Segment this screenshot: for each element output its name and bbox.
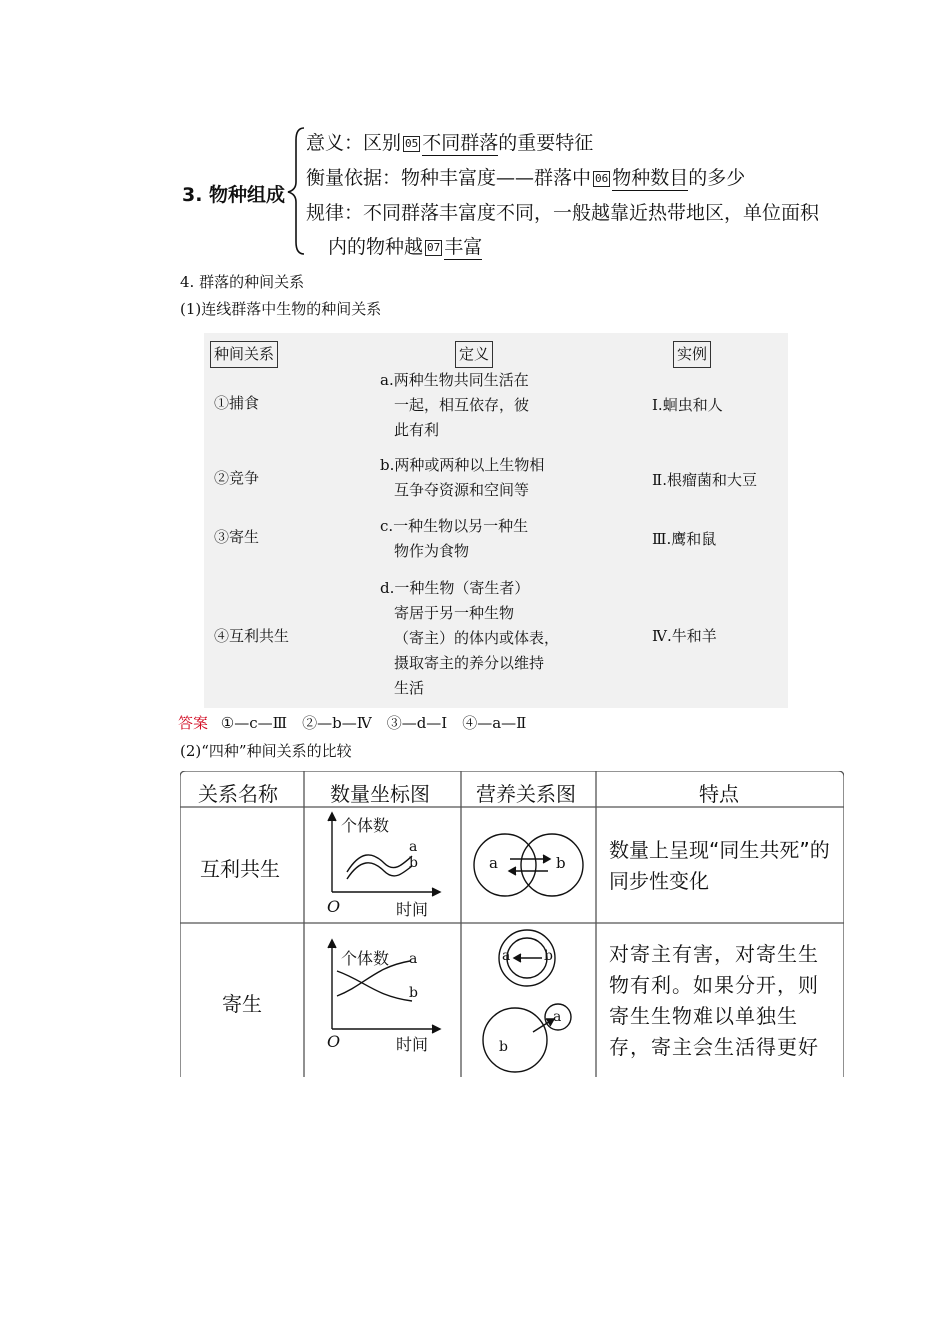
- header-example: 实例: [673, 341, 711, 368]
- curly-brace-icon: [286, 126, 308, 256]
- subsection1-title: (1)连线群落中生物的种间关系: [180, 300, 382, 318]
- meaning-answer: 不同群落: [422, 132, 499, 154]
- header-relation: 种间关系: [210, 341, 278, 368]
- section4-title: 4. 群落的种间关系: [180, 273, 305, 291]
- header-definition: 定义: [455, 341, 493, 368]
- example-item: Ⅳ.牛和羊: [652, 627, 717, 645]
- measure-line: [306, 163, 745, 190]
- example-item: Ⅱ.根瘤菌和大豆: [652, 471, 757, 489]
- nutrition-label-a: a: [553, 1009, 562, 1025]
- nutrition-label-b: b: [556, 854, 566, 872]
- graph-origin: O: [327, 1032, 341, 1051]
- rule-prefix: 内的物种越: [328, 236, 424, 258]
- curve-label-a: a: [409, 839, 418, 855]
- relation-item: ①捕食: [214, 394, 260, 412]
- meaning-line: [306, 128, 593, 155]
- rule-answer: 丰富: [444, 236, 483, 258]
- rule-line-2: [328, 232, 482, 259]
- nutrition-label-b: b: [544, 948, 553, 964]
- curve-label-b: b: [409, 985, 418, 1001]
- parasitism-nutrition-diagram: [483, 930, 571, 1072]
- graph-ylabel: 个体数: [341, 816, 390, 835]
- nutrition-label-a: a: [502, 948, 511, 964]
- relation-item: ②竞争: [214, 469, 260, 487]
- section3-title: 3. 物种组成: [182, 184, 286, 206]
- answer-line: [178, 712, 526, 733]
- graph-xlabel: 时间: [396, 1035, 429, 1054]
- definition-b: b.两种或两种以上生物相 互争夺资源和空间等: [380, 456, 545, 499]
- answer-text: ①—c—Ⅲ ②—b—Ⅳ ③—d—Ⅰ ④—a—Ⅱ: [220, 714, 527, 732]
- definition-a: a.两种生物共同生活在 一起，相互依存，彼 此有利: [380, 371, 530, 439]
- example-item: Ⅰ.蛔虫和人: [652, 396, 723, 414]
- graph-origin: O: [327, 897, 341, 916]
- row-name-mutualism: 互利共生: [200, 857, 280, 881]
- blank-number: 06: [595, 172, 609, 185]
- rule-line-1: 规律：不同群落丰富度不同，一般越靠近热带地区，单位面积: [306, 202, 820, 224]
- curve-label-b: b: [409, 855, 418, 871]
- definition-d: d.一种生物（寄生者） 寄居于另一种生物 （寄主）的体内或体表， 摄取寄主的养分以维持 生活: [380, 579, 560, 697]
- graph-xlabel: 时间: [396, 900, 429, 919]
- nutrition-label-a: a: [489, 854, 498, 872]
- blank-number: 05: [405, 137, 419, 150]
- table-header-graph: 数量坐标图: [330, 782, 430, 806]
- table-header-name: 关系名称: [198, 782, 278, 806]
- row-name-parasitism: 寄生: [222, 992, 262, 1016]
- subsection2-title: (2)“四种”种间关系的比较: [180, 742, 352, 760]
- feature-mutualism: 数量上呈现“同生共死”的同步性变化: [609, 838, 830, 893]
- measure-suffix: 的多少: [688, 167, 746, 189]
- matching-panel: [204, 333, 788, 708]
- example-item: Ⅲ.鹰和鼠: [652, 530, 717, 548]
- curve-label-a: a: [409, 951, 418, 967]
- answer-label: 答案: [178, 714, 209, 732]
- graph-ylabel: 个体数: [341, 949, 390, 968]
- table-header-feature: 特点: [699, 782, 739, 806]
- nutrition-label-b: b: [499, 1039, 508, 1055]
- relation-item: ③寄生: [214, 528, 260, 546]
- meaning-suffix: 的重要特征: [498, 132, 594, 154]
- meaning-prefix: 意义：区别: [306, 132, 402, 154]
- blank-number: 07: [427, 241, 441, 254]
- measure-answer: 物种数目: [612, 167, 689, 189]
- measure-prefix: 衡量依据：物种丰富度——群落中: [306, 167, 592, 189]
- definition-c: c.一种生物以另一种生 物作为食物: [380, 517, 529, 560]
- feature-parasitism: 对寄主有害，对寄生生物有利。如果分开，则寄生生物难以单独生存，寄主会生活得更好: [609, 942, 819, 1059]
- table-header-nutrition: 营养关系图: [476, 782, 576, 806]
- relation-item: ④互利共生: [214, 627, 290, 645]
